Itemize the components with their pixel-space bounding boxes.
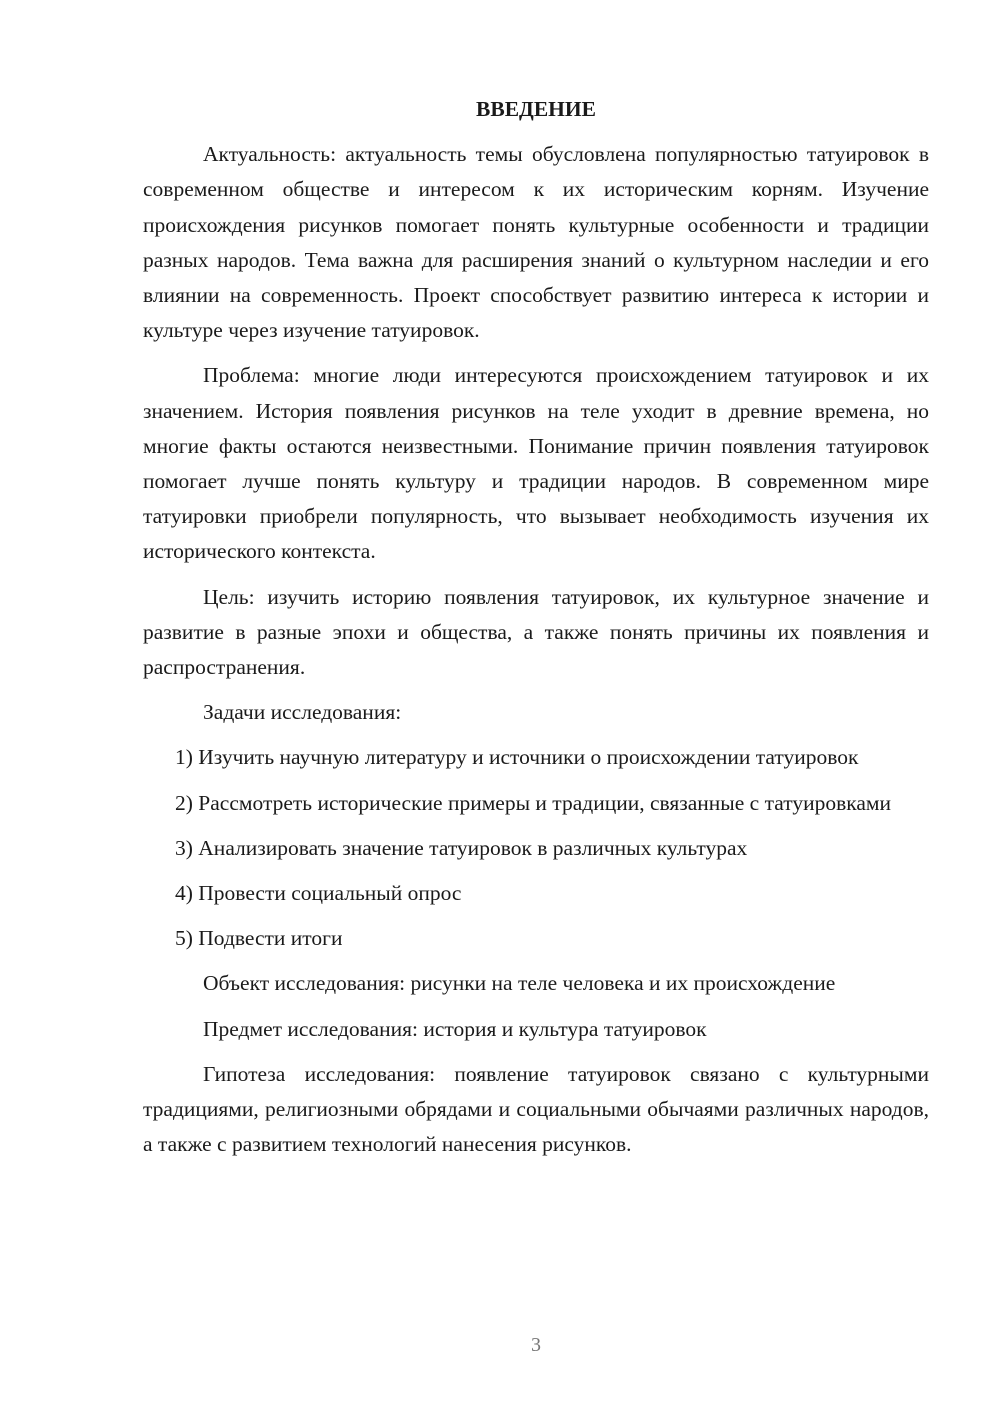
- section-title: ВВЕДЕНИЕ: [476, 97, 596, 121]
- problem-paragraph: Проблема: многие люди интересуются происхождением татуировок и их значением. История появления рисунков на теле уходит в древние времена, но многие факты остаются неизвестными. Понимание причин появления татуировок помогает лучше понять культуру и традиции народов. В современном мире татуировки приобрели популярность, что вызывает необходимость изучения их исторического контекста.: [143, 363, 929, 564]
- task-item: 2) Рассмотреть исторические примеры и традиции, связанные с татуировками: [175, 790, 892, 815]
- document-page: [143, 92, 929, 1162]
- page-number: 3: [531, 1334, 541, 1356]
- task-item: 4) Провести социальный опрос: [175, 881, 462, 906]
- hypothesis-paragraph: Гипотеза исследования: появление татуировок связано с культурными традициями, религиозными обрядами и социальными обычаями различных народов, а также с развитием технологий нанесения рисунков.: [143, 1061, 929, 1157]
- goal-paragraph: Цель: изучить историю появления татуировок, их культурное значение и развитие в разные эпохи и общества, а также понять причины их появления и распространения.: [143, 584, 929, 680]
- tasks-heading: Задачи исследования:: [203, 700, 402, 725]
- task-item: 5) Подвести итоги: [175, 926, 343, 951]
- research-subject: Предмет исследования: история и культура татуировок: [203, 1016, 707, 1041]
- task-item: 1) Изучить научную литературу и источники о происхождении татуировок: [175, 745, 859, 770]
- task-item: 3) Анализировать значение татуировок в различных культурах: [175, 835, 748, 860]
- relevance-paragraph: Актуальность: актуальность темы обусловлена популярностью татуировок в современном обществе и интересом к их историческим корням. Изучение происхождения рисунков помогает понять культурные особенности и традиции разных народов. Тема важна для расширения знаний о культурном наследии и его влиянии на современность. Проект способствует развитию интереса к истории и культуре через изучение татуировок.: [143, 142, 929, 343]
- research-object: Объект исследования: рисунки на теле человека и их происхождение: [203, 971, 836, 996]
